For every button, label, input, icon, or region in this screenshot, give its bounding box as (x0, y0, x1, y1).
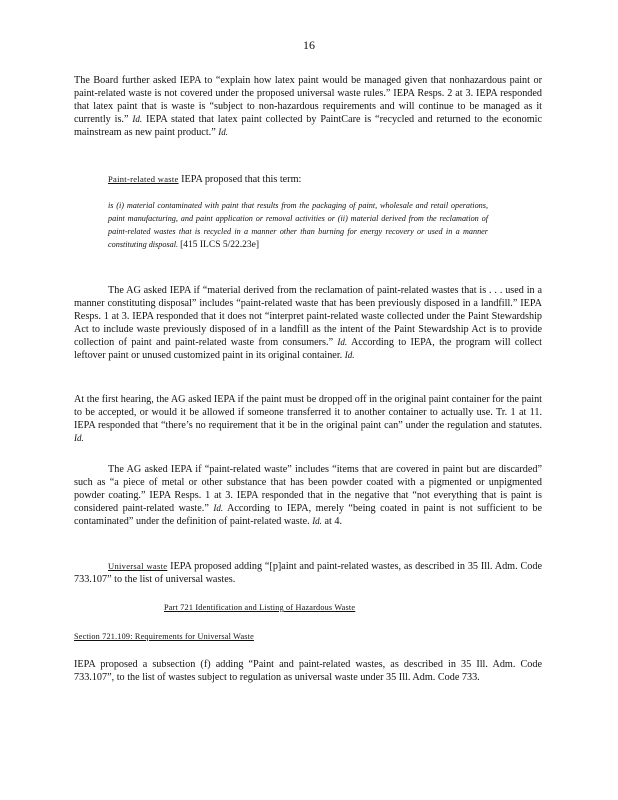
paragraph-ag-question-disposal (74, 284, 542, 362)
statute-citation: [415 ILCS 5/22.23e] (180, 240, 260, 250)
paragraph-items-covered-in-paint (74, 463, 542, 528)
paragraph-text: The Board further asked IEPA to “explain how latex paint would be managed given that nonhazardous paint or paint-related waste is not covered under the proposed universal waste rules.” IEPA Resps. 2 at 3. IEPA responded that latex paint that is waste is “subject to non-hazardous requirements and will continue to be managed as it currently is.” (74, 75, 542, 125)
part-heading: Part 721 Identification and Listing of Hazardous Waste (164, 603, 356, 612)
term-heading (108, 173, 301, 186)
citation-id: Id. (218, 127, 229, 137)
citation-id: Id. (74, 433, 84, 443)
paragraph-latex-paint (74, 74, 542, 139)
paragraph-text: At the first hearing, the AG asked IEPA if the paint must be dropped off in the original paint container for the paint to be accepted, or would it be allowed if someone transferred it to another container to actually use. Tr. 1 at 11. IEPA responded that “there’s no requirement that it be in the original paint can” under the regulation and statutes. (74, 394, 542, 431)
paragraph-text: According to IEPA, merely “being coated in paint is not sufficient to be contaminated” under the definition of paint-related waste. (74, 503, 543, 527)
citation-id: Id. (312, 516, 322, 526)
citation-id: Id. (337, 337, 348, 347)
paragraph-text: IEPA proposed a subsection (f) adding “Paint and paint-related wastes, as described in 35 Ill. Adm. Code 733.107”, to the list of wastes subject to regulation as universal waste under 35 Ill. Adm. Code 733. (74, 659, 542, 683)
quote-text: is (i) material contaminated with paint that results from the packaging of paint, wholesale and retail operations, paint manufacturing, and paint application or removal activities or (ii) material derived from the reclamation of paint-related wastes that is recycled in a manner other than burning for energy recovery or used in a manner constituting disposal. (108, 201, 488, 249)
universal-waste-label: Universal waste (108, 561, 168, 571)
paragraph-text: The AG asked IEPA if “material derived from the reclamation of paint-related wastes that is . . . used in a manner constituting disposal” includes “paint-related waste that has been previously disposed in a landfill.” IEPA Resps. 1 at 3. IEPA responded that it does not “interpret paint-related waste collected under the Paint Stewardship Act to include waste previously disposed of in a landfill as the intent of the Paint Stewardship Act is to provide collection of paint and paint-related waste from consumers.” (74, 285, 542, 348)
term-label: Paint-related waste (108, 174, 179, 184)
paragraph-subsection-f (74, 658, 542, 684)
block-quote-definition (108, 199, 488, 252)
paragraph-text: IEPA proposed adding “[p]aint and paint-related wastes, as described in 35 Ill. Adm. Code 733.107” to the list of universal wastes. (74, 561, 542, 585)
citation-id: Id. (132, 114, 143, 124)
paragraph-first-hearing (74, 393, 542, 445)
page-number: 16 (303, 38, 315, 52)
paragraph-universal-waste (74, 560, 542, 586)
paragraph-text: IEPA stated that latex paint collected by PaintCare is “recycled and returned to the economic mainstream as new paint product.” (74, 114, 543, 138)
paragraph-text: at 4. (324, 516, 343, 527)
paragraph-text: The AG asked IEPA if “paint-related waste” includes “items that are covered in paint but are discarded” such as “a piece of metal or other substance that has been powder coated with a pigmented or unpigmented powder coating.” IEPA Resps. 1 at 3. IEPA responded that in the negative that “not everything that is paint is considered paint-related waste.” (74, 464, 542, 514)
section-heading: Section 721.109: Requirements for Universal Waste (74, 632, 254, 641)
citation-id: Id. (213, 503, 224, 513)
paragraph-text: According to IEPA, the program will collect leftover paint or unused customized paint in its original container. (74, 337, 542, 361)
term-intro: IEPA proposed that this term: (181, 174, 302, 185)
citation-id: Id. (344, 350, 355, 360)
